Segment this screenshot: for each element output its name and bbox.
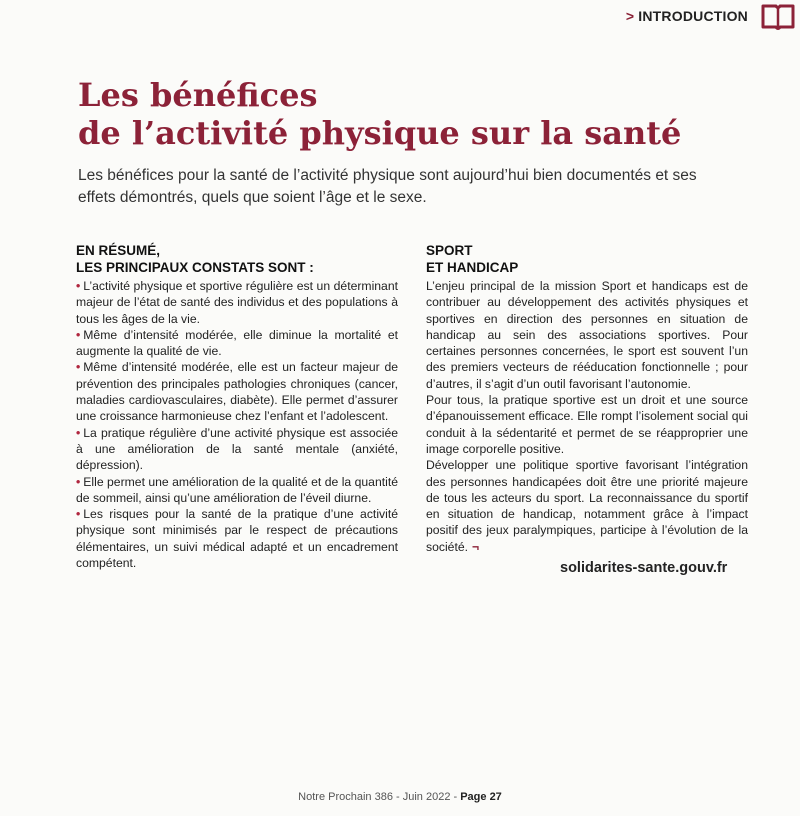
bullet-icon: •: [76, 474, 81, 489]
sport-paragraph-2: Pour tous, la pratique sportive est un droit et une source d’épanouissement efficace. Elle rompt l’isolement social qui conduit à la sédentarité et permet de se réapproprier une image corporelle positive.: [426, 393, 748, 456]
end-of-article-icon: ¬: [472, 539, 480, 554]
list-item: • Même d’intensité modérée, elle diminue la mortalité et augmente la qualité de vie.: [76, 327, 398, 359]
list-item: • La pratique régulière d’une activité physique est associée à une amélioration de la santé mentale (anxiété, dépression).: [76, 425, 398, 473]
sport-handicap-column: [426, 242, 748, 555]
list-item: • Même d’intensité modérée, elle est un facteur majeur de prévention des principales pathologies chroniques (cancer, maladies cardiovasculaires, diabète). Elle permet d’assurer une croissance harmonieuse chez l’enfant et l’adolescent.: [76, 360, 398, 424]
bullet-icon: •: [76, 327, 81, 342]
title-line-1: Les bénéfices: [78, 76, 318, 114]
footer-publication: Notre Prochain 386 - Juin 2022 -: [298, 791, 461, 803]
summary-column: [76, 242, 398, 571]
page-title: [78, 76, 758, 152]
lead-paragraph: Les bénéfices pour la santé de l’activité physique sont aujourd’hui bien documentés et ses effets démontrés, quels que soient l’âge et le sexe.: [78, 167, 697, 206]
title-line-2: de l’activité physique sur la santé: [78, 114, 682, 152]
book-icon: [760, 2, 796, 32]
bullet-icon: •: [76, 507, 81, 522]
summary-list: [76, 278, 398, 571]
section-label: INTRODUCTION: [638, 8, 748, 24]
section-breadcrumb: [626, 8, 748, 24]
chevron-right-icon: >: [625, 8, 635, 24]
list-item: • Les risques pour la santé de la pratique d’une activité physique sont minimisés par le respect de précautions élémentaires, un suivi médical adapté et un encadrement compétent.: [76, 507, 398, 571]
list-item: • Elle permet une amélioration de la qualité et de la quantité de sommeil, ainsi qu’une amélioration de l’éveil diurne.: [76, 474, 398, 505]
source-link[interactable]: solidarites-sante.gouv.fr: [560, 560, 728, 576]
bullet-icon: •: [76, 425, 81, 440]
list-item: • L’activité physique et sportive régulière est un déterminant majeur de l’état de santé des individus et des populations à tous les âges de la vie.: [76, 279, 398, 326]
bullet-icon: •: [76, 279, 81, 293]
sport-heading: SPORT ET HANDICAP: [426, 243, 519, 275]
page-number: Page 27: [460, 791, 502, 803]
summary-heading: EN RÉSUMÉ, LES PRINCIPAUX CONSTATS SONT :: [76, 243, 314, 275]
page-footer: [0, 791, 800, 803]
bullet-icon: •: [76, 360, 81, 375]
sport-paragraph-1: L’enjeu principal de la mission Sport et handicaps est de contribuer au développement des activités physiques et sportives en direction des personnes en situation de handicap au sein des associations sportives. Pour certaines personnes concernées, le sport est souvent l’un des premiers vecteurs de rééducation fonctionnelle ; pour d’autres, il s’agit d’un outil favorisant l’autonomie.: [426, 279, 748, 391]
sport-paragraph-3: Développer une politique sportive favorisant l’intégration des personnes handicapées doit être une priorité majeure de tous les acteurs du sport. La reconnaissance du sportif en situation de handicap, notamment grâce à l’impact positif des jeux paralympiques, participe à l’évolution de la société. ¬: [426, 458, 748, 554]
